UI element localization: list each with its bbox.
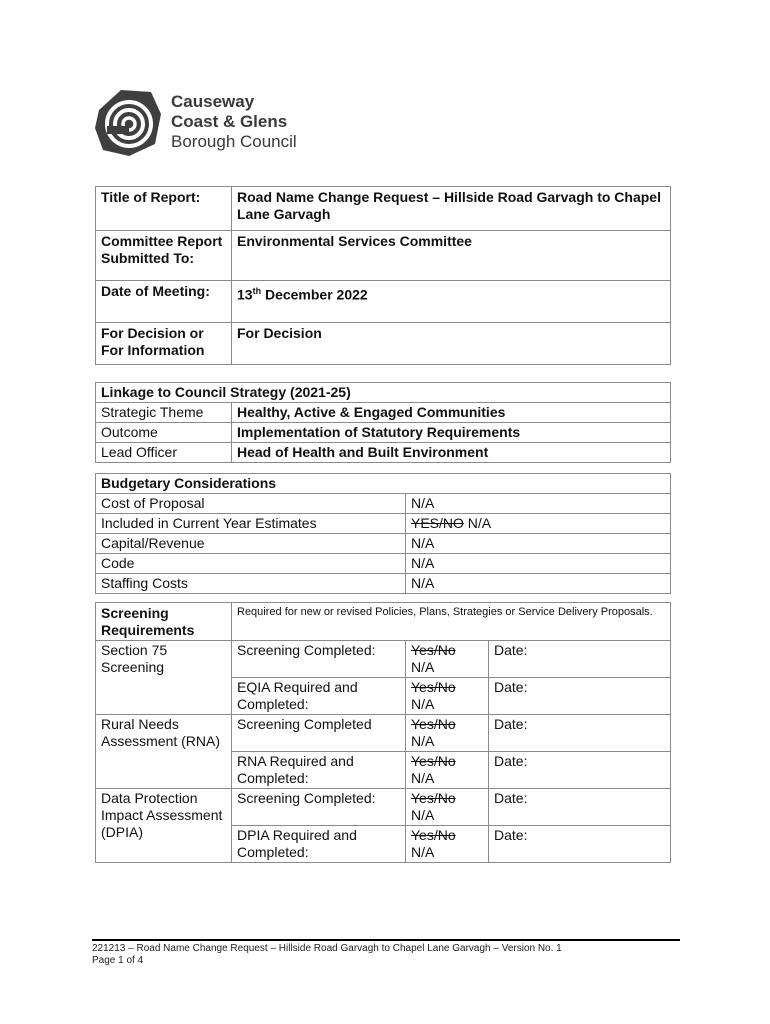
budget-table	[95, 473, 671, 594]
table-row	[96, 494, 671, 514]
screening-item: Screening Completed:	[232, 641, 406, 678]
linkage-heading: Linkage to Council Strategy (2021-25)	[96, 383, 671, 403]
na-text: N/A	[411, 807, 435, 823]
yes-no-cell	[406, 826, 489, 863]
date-label: Date of Meeting:	[96, 281, 232, 323]
yes-no-cell	[406, 678, 489, 715]
table-row	[96, 641, 671, 678]
linkage-label: Strategic Theme	[96, 403, 232, 423]
table-row	[96, 534, 671, 554]
screening-group-label: Rural Needs Assessment (RNA)	[96, 715, 232, 789]
committee-label: Committee Report Submitted To:	[96, 231, 232, 281]
budget-label: Code	[96, 554, 406, 574]
table-row	[96, 443, 671, 463]
budget-value: N/A	[406, 574, 671, 594]
budget-label: Cost of Proposal	[96, 494, 406, 514]
linkage-value: Head of Health and Built Environment	[232, 443, 671, 463]
na-text: N/A	[411, 659, 435, 675]
na-text: N/A	[411, 844, 435, 860]
decision-value: For Decision	[232, 323, 671, 365]
table-row	[96, 715, 671, 752]
date-value	[232, 281, 671, 323]
page-footer	[92, 943, 562, 967]
budget-value-text: N/A	[463, 515, 492, 531]
na-text: N/A	[411, 733, 435, 749]
table-row	[96, 574, 671, 594]
linkage-value: Healthy, Active & Engaged Communities	[232, 403, 671, 423]
logo-line-1: Causeway	[171, 92, 255, 111]
budget-value	[406, 514, 671, 534]
budget-label: Capital/Revenue	[96, 534, 406, 554]
yes-no-cell	[406, 789, 489, 826]
footer-reference: 221213 – Road Name Change Request – Hillside Road Garvagh to Chapel Lane Garvagh – Version No. 1	[92, 943, 562, 954]
yes-no-text: Yes/No	[411, 642, 456, 658]
date-rest: December 2022	[261, 286, 368, 303]
date-cell: Date:	[489, 789, 671, 826]
budget-label: Staffing Costs	[96, 574, 406, 594]
screening-group-label: Section 75 Screening	[96, 641, 232, 715]
footer-divider	[92, 939, 680, 941]
title-value: Road Name Change Request – Hillside Road Garvagh to Chapel Lane Garvagh	[232, 187, 671, 231]
screening-item: RNA Required and Completed:	[232, 752, 406, 789]
yes-no-text: Yes/No	[411, 827, 456, 843]
date-suffix: th	[252, 286, 262, 296]
budget-struck-text: YES/NO	[411, 515, 464, 531]
table-row	[96, 554, 671, 574]
council-name	[171, 92, 297, 152]
screening-item: Screening Completed:	[232, 789, 406, 826]
date-cell: Date:	[489, 715, 671, 752]
screening-item: DPIA Required and Completed:	[232, 826, 406, 863]
screening-item: Screening Completed	[232, 715, 406, 752]
spiral-logo-icon	[93, 88, 163, 158]
yes-no-cell	[406, 641, 489, 678]
screening-note: Required for new or revised Policies, Plans, Strategies or Service Delivery Proposals.	[232, 603, 671, 641]
page-number: Page 1 of 4	[92, 955, 144, 966]
yes-no-cell	[406, 752, 489, 789]
table-row	[96, 789, 671, 826]
screening-item: EQIA Required and Completed:	[232, 678, 406, 715]
yes-no-text: Yes/No	[411, 716, 456, 732]
council-logo	[93, 88, 323, 160]
screening-table	[95, 602, 671, 863]
linkage-label: Lead Officer	[96, 443, 232, 463]
linkage-value: Implementation of Statutory Requirements	[232, 423, 671, 443]
title-label: Title of Report:	[96, 187, 232, 231]
budget-label: Included in Current Year Estimates	[96, 514, 406, 534]
yes-no-cell	[406, 715, 489, 752]
report-details-table	[95, 186, 671, 365]
date-cell: Date:	[489, 752, 671, 789]
screening-group-label: Data Protection Impact Assessment (DPIA)	[96, 789, 232, 863]
budget-heading: Budgetary Considerations	[96, 474, 671, 494]
yes-no-text: Yes/No	[411, 790, 456, 806]
budget-value: N/A	[406, 554, 671, 574]
yes-no-text: Yes/No	[411, 753, 456, 769]
linkage-table	[95, 382, 671, 463]
logo-line-3: Borough Council	[171, 132, 297, 151]
decision-label: For Decision or For Information	[96, 323, 232, 365]
committee-value: Environmental Services Committee	[232, 231, 671, 281]
yes-no-text: Yes/No	[411, 679, 456, 695]
table-row	[96, 423, 671, 443]
table-row	[96, 514, 671, 534]
date-cell: Date:	[489, 826, 671, 863]
linkage-label: Outcome	[96, 423, 232, 443]
budget-value: N/A	[406, 494, 671, 514]
table-row	[96, 403, 671, 423]
screening-heading: Screening Requirements	[96, 603, 232, 641]
date-cell: Date:	[489, 678, 671, 715]
date-day: 13	[237, 286, 253, 303]
date-cell: Date:	[489, 641, 671, 678]
na-text: N/A	[411, 770, 435, 786]
na-text: N/A	[411, 696, 435, 712]
budget-value: N/A	[406, 534, 671, 554]
logo-line-2: Coast & Glens	[171, 112, 288, 131]
